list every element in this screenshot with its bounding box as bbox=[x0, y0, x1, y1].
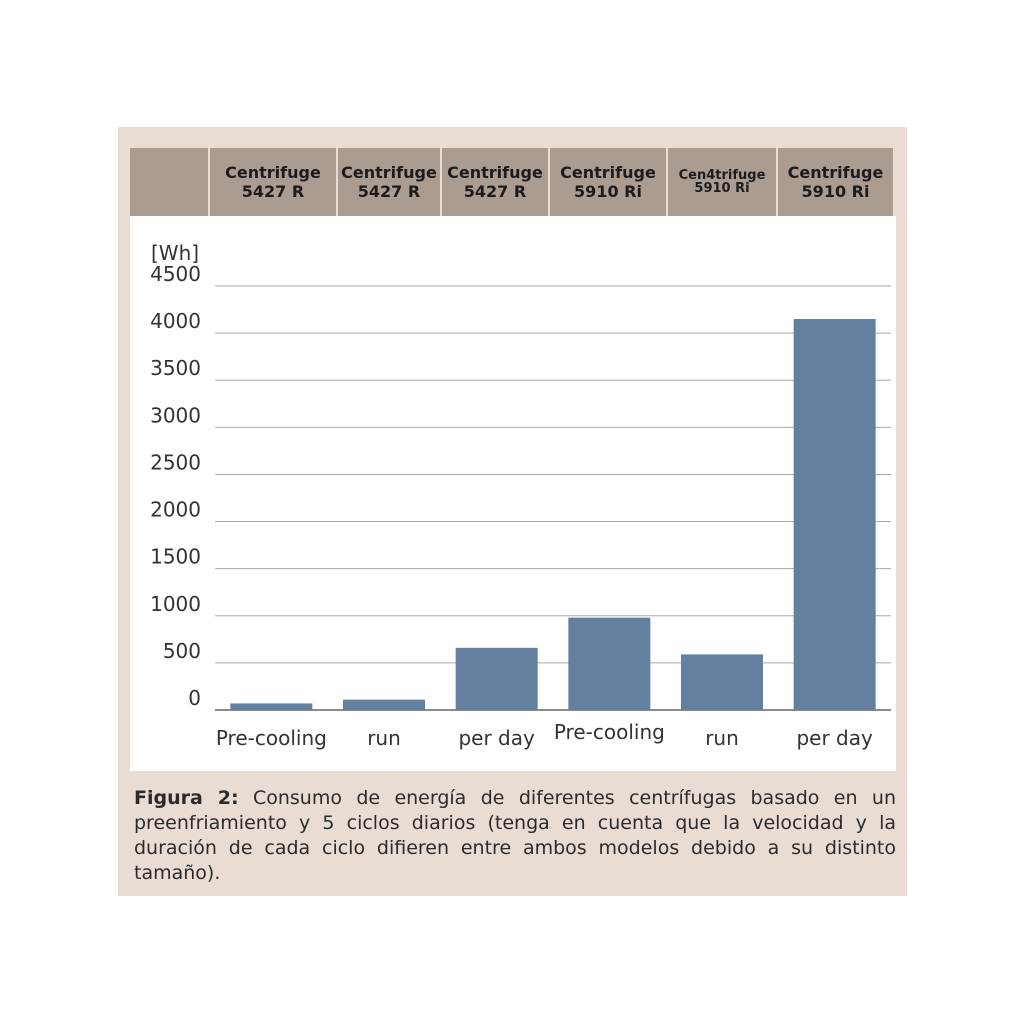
header-cell-2-line2: 5427 R bbox=[357, 182, 421, 201]
caption-text: Consumo de energía de diferentes centrífugas basado en un preenfriamiento y 5 ciclos diarios (tenga en cuenta que la velocidad y la duración de cada ciclo difieren entre ambos modelos debido a su distinto tamaño). bbox=[134, 787, 896, 884]
caption-label: Figura 2: bbox=[134, 787, 239, 809]
header-cell-6-line1: Centrifuge bbox=[787, 163, 884, 182]
bar bbox=[681, 654, 763, 710]
x-tick-label: run bbox=[705, 726, 739, 750]
y-tick-label: 3000 bbox=[150, 403, 201, 428]
y-tick-label: 1500 bbox=[150, 544, 201, 569]
header-cell-3-line2: 5427 R bbox=[463, 182, 527, 201]
y-axis-label: [Wh] bbox=[151, 241, 200, 265]
header-cell-5-line2: 5910 Ri bbox=[694, 181, 750, 196]
y-tick-label: 2000 bbox=[150, 497, 201, 522]
figure-caption bbox=[134, 786, 896, 886]
header-cell-4 bbox=[550, 148, 666, 216]
bar bbox=[343, 700, 425, 710]
y-tick-label: 500 bbox=[162, 638, 201, 663]
header-cell-empty bbox=[130, 148, 208, 216]
y-tick-label: 4500 bbox=[150, 262, 201, 286]
header-cell-1-line2: 5427 R bbox=[241, 182, 305, 201]
header-cell-3-line1: Centrifuge bbox=[447, 163, 543, 182]
x-tick-label: per day bbox=[458, 726, 535, 750]
y-tick-label: 1000 bbox=[150, 591, 201, 616]
x-tick-label: Pre-cooling bbox=[215, 726, 327, 750]
x-tick-label: run bbox=[367, 726, 401, 750]
header-cell-3 bbox=[442, 148, 548, 216]
header-cell-5-line1: Cen4trifuge bbox=[678, 168, 766, 183]
header-cell-6-line2: 5910 Ri bbox=[801, 182, 870, 201]
table-header bbox=[130, 148, 893, 216]
y-tick-label: 4000 bbox=[150, 309, 201, 334]
bar-chart bbox=[130, 216, 896, 771]
header-cell-6 bbox=[778, 148, 893, 216]
header-cell-4-line1: Centrifuge bbox=[560, 163, 656, 182]
y-tick-label: 2500 bbox=[150, 450, 201, 475]
header-cell-4-line2: 5910 Ri bbox=[574, 182, 642, 201]
header-cell-1 bbox=[210, 148, 336, 216]
header-cell-1-line1: Centrifuge bbox=[225, 163, 321, 182]
header-cell-2 bbox=[338, 148, 440, 216]
header-cell-5 bbox=[668, 148, 776, 216]
bar bbox=[230, 703, 312, 710]
bar bbox=[568, 618, 650, 710]
bar bbox=[794, 319, 876, 710]
x-tick-label: per day bbox=[796, 726, 873, 750]
x-tick-label: Pre-cooling bbox=[553, 720, 665, 744]
bar bbox=[456, 648, 538, 710]
y-tick-label: 3500 bbox=[150, 356, 201, 381]
chart-area bbox=[130, 216, 896, 771]
header-cell-2-line1: Centrifuge bbox=[341, 163, 437, 182]
y-tick-label: 0 bbox=[188, 686, 201, 710]
